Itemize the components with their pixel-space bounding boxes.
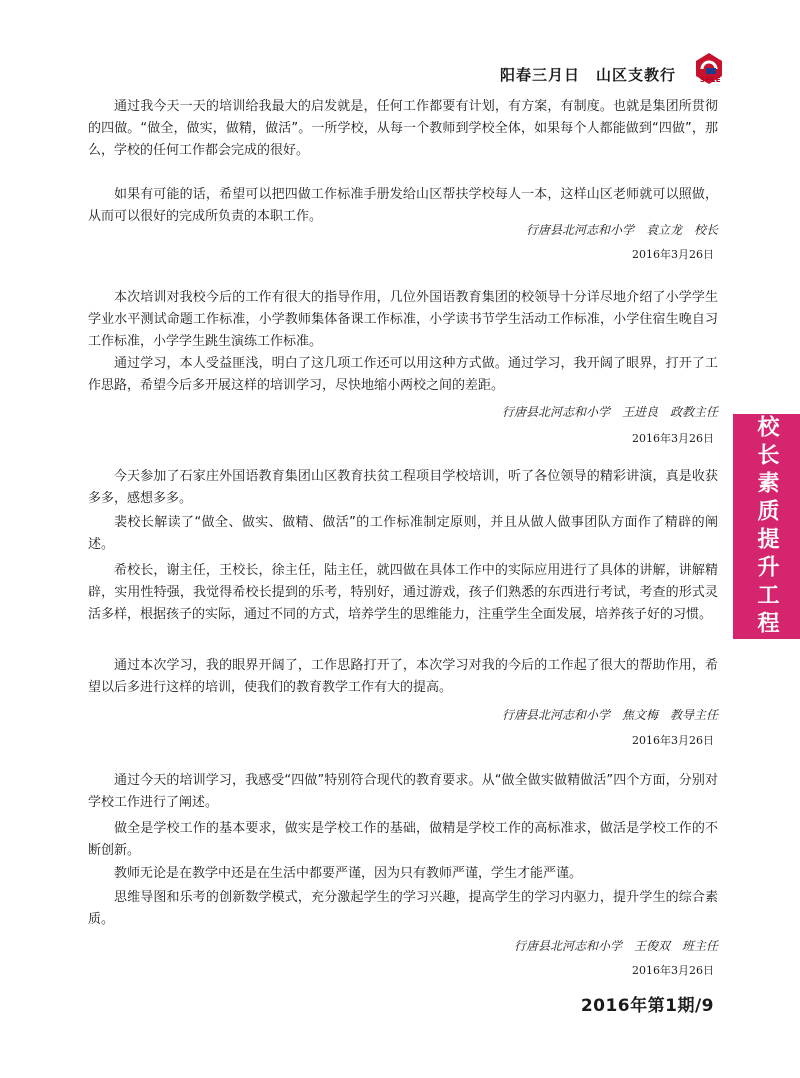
entry-2-date: 2016年3月26日	[632, 432, 714, 445]
entry-1-paragraph-2: 如果有可能的话，希望可以把四做工作标准手册发给山区帮扶学校每人一本，这样山区老师就可以照做，从而可以很好的完成所负责的本职工作。	[88, 187, 718, 224]
entry-3-paragraph-4: 通过本次学习，我的眼界开阔了，工作思路打开了，本次学习对我的今后的工作起了很大的帮助作用，希望以后多进行这样的培训，使我们的教育教学工作有大的提高。	[88, 658, 718, 695]
logo-text: SFLE	[699, 76, 721, 84]
section-side-tab	[733, 414, 800, 639]
running-header-title: 阳春三月日 山区支教行	[499, 66, 676, 84]
entry-4-signature: 行唐县北河志和小学 王俊双 班主任	[513, 939, 718, 953]
entry-4-paragraph-4: 思维导图和乐考的创新数学模式，充分激起学生的学习兴趣，提高学生的学习内驱力，提升学生的综合素质。	[88, 890, 718, 927]
entry-3-signature: 行唐县北河志和小学 焦文梅 教导主任	[501, 708, 718, 722]
entry-4-paragraph-2: 做全是学校工作的基本要求，做实是学校工作的基础，做精是学校工作的高标准求，做活是学校工作的不断创新。	[88, 821, 718, 858]
page-number: 2016年第1期/9	[580, 996, 714, 1016]
entry-3-date: 2016年3月26日	[632, 734, 714, 747]
entry-2-paragraph-1: 本次培训对我校今后的工作有很大的指导作用，几位外国语教育集团的校领导十分详尽地介绍了小学学生学业水平测试命题工作标准，小学教师集体备课工作标准，小学读书节学生活动工作标准，小学住宿生晚自习工作标准，小学学生跳生演练工作标准。	[88, 290, 718, 349]
entry-3-paragraph-2: 裴校长解读了“做全、做实、做精、做活”的工作标准制定原则，并且从做人做事团队方面作了精辟的阐述。	[88, 515, 718, 552]
entry-3-paragraph-3: 希校长，谢主任，王校长，徐主任，陆主任，就四做在具体工作中的实际应用进行了具体的讲解，讲解精辟，实用性特强，我觉得希校长提到的乐考，特别好，通过游戏，孩子们熟悉的东西进行考试，考查的形式灵活多样，根据孩子的实际，通过不同的方式，培养学生的思维能力，注重学生全面发展，培养孩子好的习惯。	[88, 563, 718, 622]
entry-4-paragraph-1: 通过今天的培训学习，我感受“四做”特别符合现代的教育要求。从“做全做实做精做活”四个方面，分别对学校工作进行了阐述。	[88, 773, 718, 810]
entry-3-paragraph-1: 今天参加了石家庄外国语教育集团山区教育扶贫工程项目学校培训，听了各位领导的精彩讲演，真是收获多多，感想多多。	[88, 469, 718, 506]
entry-4-date: 2016年3月26日	[632, 964, 714, 977]
side-tab-label: 校长素质提升工程	[754, 414, 779, 639]
entry-1-paragraph-1: 通过我今天一天的培训给我最大的启发就是，任何工作都要有计划，有方案，有制度。也就是集团所贯彻的四做。“做全，做实，做精，做活”。一所学校，从每一个教师到学校全体，如果每个人都能做到“四做”，那么，学校的任何工作都会完成的很好。	[88, 99, 718, 158]
entry-2-signature: 行唐县北河志和小学 王进良 政教主任	[501, 405, 718, 419]
entry-1-date: 2016年3月26日	[632, 248, 714, 261]
entry-1-signature: 行唐县北河志和小学 袁立龙 校长	[525, 223, 718, 237]
entry-4-paragraph-3: 教师无论是在教学中还是在生活中都要严谨，因为只有教师严谨，学生才能严谨。	[114, 866, 583, 881]
entry-2-paragraph-2: 通过学习，本人受益匪浅，明白了这几项工作还可以用这种方式做。通过学习，我开阔了眼界，打开了工作思路，希望今后多开展这样的培训学习，尽快地缩小两校之间的差距。	[88, 356, 718, 393]
